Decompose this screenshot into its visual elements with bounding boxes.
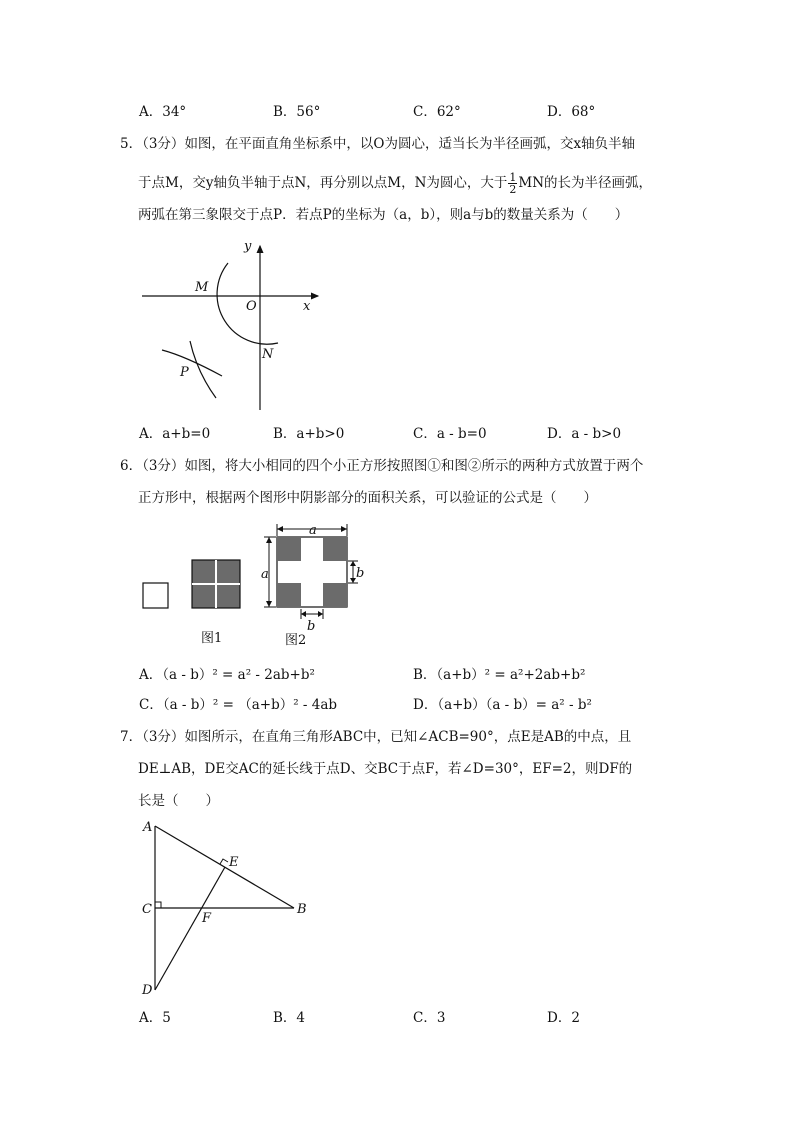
q6-label-b-right: b [356,566,365,581]
q4-option-c: C．62° [413,104,461,120]
q4-option-d: D．68° [547,104,596,120]
q5-number: 5． [120,136,143,152]
q7-label-e: E [229,855,239,870]
q7-option-b: B．4 [273,1010,306,1026]
q7-label-a: A [143,820,153,835]
q5-label-o: O [246,299,257,314]
q5-frac-den: 2 [509,183,517,196]
q5-option-d: D．a - b>0 [547,426,622,442]
q6-option-b: B．（a+b）² = a²+2ab+b² [413,667,586,683]
q7-option-c: C．3 [413,1010,446,1026]
q7-segment-de [155,867,225,990]
q6-label-b-bottom: b [307,619,316,634]
q5-text-1: 如图，在平面直角坐标系中，以O为圆心，适当长为半径画弧，交x轴负半轴 [184,136,636,152]
q6-fig2-caption: 图2 [285,633,307,648]
q6-score: （3分） [142,458,185,474]
q6-number: 6． [120,458,143,474]
q6-option-c: C．（a - b）² = （a+b）² - 4ab [139,697,338,713]
q5-option-b: B．a+b>0 [273,426,345,442]
q7-label-b: B [297,902,307,917]
q7-number: 7． [120,729,143,745]
q7-option-a: A．5 [139,1010,171,1026]
q7-right-angle-c [155,902,161,908]
q5-label-n: N [262,347,274,362]
q7-score: （3分） [142,729,185,745]
q5-label-p: P [180,365,189,380]
q5-label-y: y [244,239,252,254]
q5-option-c: C．a - b=0 [413,426,487,442]
q7-label-f: F [202,911,212,926]
q7-label-c: C [142,902,152,917]
q7-right-angle-e [220,859,228,864]
q7-label-d: D [142,983,153,998]
q5-label-m: M [195,280,209,295]
q5-text-2: 于点M，交y轴负半轴于点N，再分别以点M，N为圆心，大于 [138,175,508,191]
q5-label-x: x [303,299,311,314]
q7-text-1: 如图所示，在直角三角形ABC中，已知∠ACB=90°，点E是AB的中点，且 [184,729,632,745]
q7-stem-line3: 长是（ ） [138,793,219,809]
q5-text-2b: MN的长为半径画弧， [518,175,653,191]
q5-stem-line3: 两弧在第三象限交于点P．若点P的坐标为（a，b），则a与b的数量关系为（ ） [138,207,629,223]
q7-option-d: D．2 [547,1010,580,1026]
q6-option-a: A．（a - b）² = a² - 2ab+b² [139,667,315,683]
q6-fig1-caption: 图1 [201,631,223,646]
q6-stem-line2: 正方形中，根据两个图形中阴影部分的面积关系，可以验证的公式是（ ） [138,490,597,506]
q7-stem-line2: DE⊥AB，DE交AC的延长线于点D、交BC于点F，若∠D=30°，EF=2，则DF的 [138,761,633,777]
q4-option-a: A．34° [139,104,187,120]
q6-text-1: 如图，将大小相同的四个小正方形按照图①和图②所示的两种方式放置于两个 [184,458,644,474]
q5-frac-num: 1 [509,171,517,184]
q6-label-a-top: a [309,523,317,538]
q6-label-a-left: a [261,567,269,582]
q4-option-b: B．56° [273,104,321,120]
q5-option-a: A．a+b=0 [139,426,211,442]
q6-option-d: D．（a+b）（a - b）= a² - b² [413,697,592,713]
q5-score: （3分） [142,136,185,152]
